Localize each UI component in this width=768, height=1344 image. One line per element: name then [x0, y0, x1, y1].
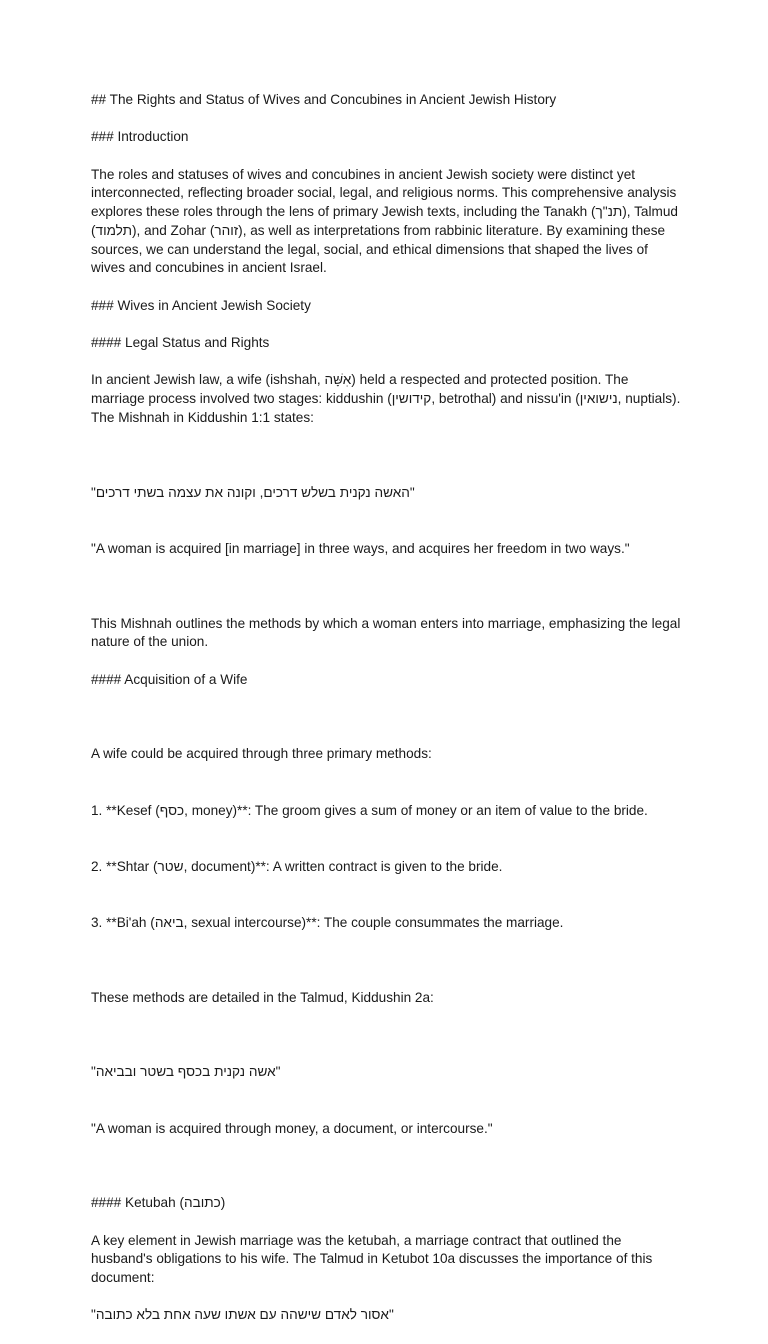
mishnah-english-quote: "A woman is acquired [in marriage] in three ways, and acquires her freedom in two ways.": [91, 540, 630, 556]
list-item-shtar: 2. **Shtar (שטר, document)**: A written contract is given to the bride.: [91, 858, 503, 874]
acquisition-list: [91, 708, 681, 970]
mishnah-comment: This Mishnah outlines the methods by which a woman enters into marriage, emphasizing the legal nature of the union.: [91, 615, 685, 650]
talmud-english-quote: "A woman is acquired through money, a document, or intercourse.": [91, 1120, 493, 1136]
ketubah-paragraph: A key element in Jewish marriage was the ketubah, a marriage contract that outlined the husband's obligations to his wife. The Talmud in Ketubot 10a discusses the importance of this document:: [91, 1232, 657, 1286]
document-page: [91, 91, 685, 1344]
ketubah-heading: #### Ketubah (כתובה): [91, 1195, 226, 1211]
list-item-kesef: 1. **Kesef (כסף, money)**: The groom gives a sum of money or an item of value to the bride.: [91, 802, 648, 818]
ketubot-hebrew-quote: "אסור לאדם שישהה עם אשתו שעה אחת בלא כתובה": [91, 1307, 394, 1323]
mishnah-quote: [91, 446, 681, 596]
intro-heading: ### Introduction: [91, 129, 189, 145]
document-title: ## The Rights and Status of Wives and Concubines in Ancient Jewish History: [91, 92, 557, 107]
acquisition-heading: #### Acquisition of a Wife: [91, 671, 248, 687]
talmud-quote: [91, 1026, 681, 1176]
talmud-hebrew-quote: "אשה נקנית בכסף בשטר ובביאה": [91, 1064, 281, 1080]
intro-paragraph: The roles and statuses of wives and concubines in ancient Jewish society were distinct yet interconnected, reflecting broader social, legal, and religious norms. This comprehensive analysis explores these roles through the lens of primary Jewish texts, including the Tanakh (תנ"ך), Talmud (תלמוד), and Zohar (זוהר), as well as interpretations from rabbinic literature. By examining these sources, we can understand the legal, social, and ethical dimensions that shaped the lives of wives and concubines in ancient Israel.: [91, 166, 682, 276]
talmud-intro: These methods are detailed in the Talmud, Kiddushin 2a:: [91, 989, 434, 1005]
mishnah-hebrew-quote: "האשה נקנית בשלש דרכים, וקונה את עצמה בשתי דרכים": [91, 484, 415, 500]
legal-status-paragraph: In ancient Jewish law, a wife (ishshah, אִשָּׁה) held a respected and protected position. The marriage process involved two stages: kiddushin (קידושין, betrothal) and nissu'in (נישואין, nuptials). The Mishnah in Kiddushin 1:1 states:: [91, 372, 684, 425]
wives-heading: ### Wives in Ancient Jewish Society: [91, 297, 311, 313]
list-item-biah: 3. **Bi'ah (ביאה, sexual intercourse)**: The couple consummates the marriage.: [91, 914, 564, 930]
legal-status-heading: #### Legal Status and Rights: [91, 335, 270, 351]
acquisition-intro: A wife could be acquired through three primary methods:: [91, 746, 432, 762]
